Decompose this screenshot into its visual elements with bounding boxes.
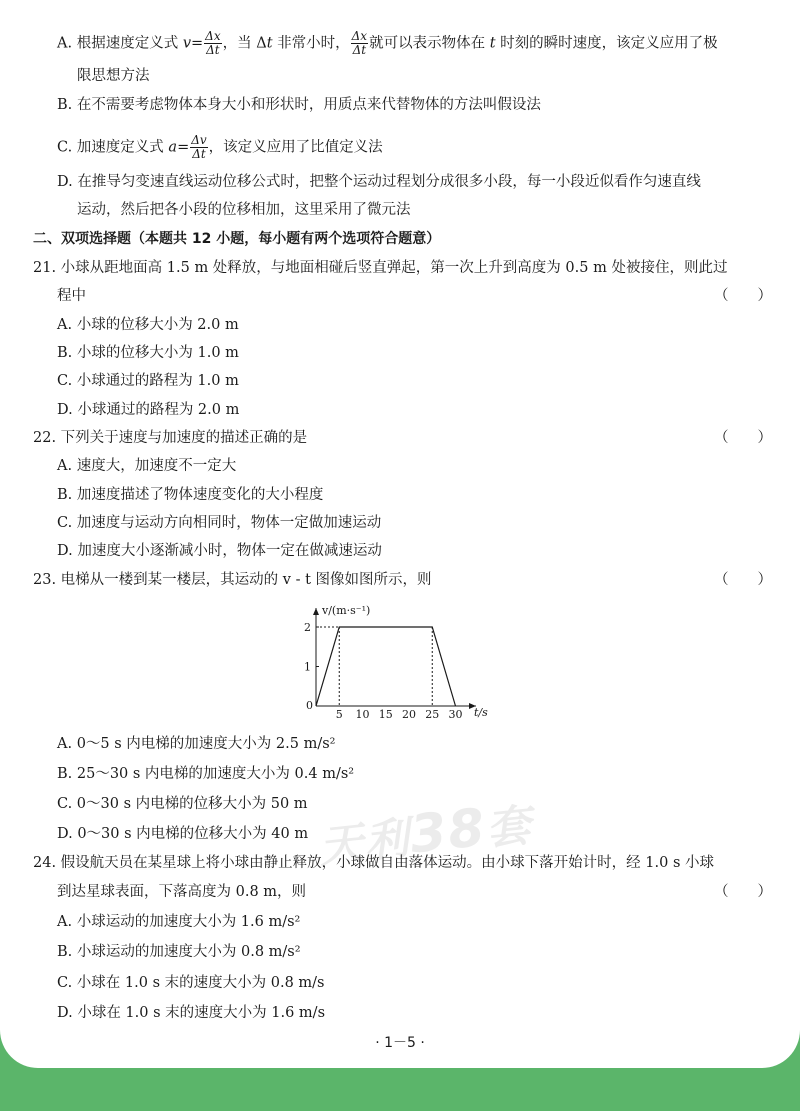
q24-option-c: C. 小球在 1.0 s 末的速度大小为 0.8 m/s <box>57 975 325 991</box>
option-a-prev: A. 根据速度定义式 v= $\frac{\Delta x}{\Delta t}$ ，当 Δt 非常小时， $\frac{\Delta x}{\Delta t}$ 就可以表示物体在 t 时刻的瞬时速度，该定义应用了极 <box>57 29 718 57</box>
y-tick-label: 2 <box>304 621 311 634</box>
q21-option-b: B. 小球的位移大小为 1.0 m <box>57 345 239 361</box>
fraction-dx-dt: $\frac{\Delta x}{\Delta t}$ <box>205 29 221 57</box>
x-axis-label: t/s <box>474 706 488 719</box>
option-d-prev-cont: 运动，然后把各小段的位移相加，这里采用了微元法 <box>77 202 411 218</box>
x-tick-label: 20 <box>402 708 416 721</box>
q21-stem-cont: 程中 <box>57 288 86 304</box>
q24-answer-paren: （ ） <box>714 884 772 900</box>
q23-answer-paren: （ ） <box>714 572 772 588</box>
origin-label: 0 <box>306 699 313 712</box>
option-a-prev-cont: 限思想方法 <box>77 68 150 84</box>
vt-series-line <box>316 627 456 706</box>
q24-option-d: D. 小球在 1.0 s 末的速度大小为 1.6 m/s <box>57 1005 326 1021</box>
x-tick-label: 30 <box>448 708 463 721</box>
q23-option-b: B. 25～30 s 内电梯的加速度大小为 0.4 m/s² <box>57 766 355 782</box>
q23-option-d: D. 0～30 s 内电梯的位移大小为 40 m <box>57 826 309 842</box>
option-b-prev: B. 在不需要考虑物体本身大小和形状时，用质点来代替物体的方法叫假设法 <box>57 97 541 113</box>
y-axis-arrow <box>313 608 319 615</box>
q21-answer-paren: （ ） <box>714 288 772 304</box>
q22-option-a: A. 速度大，加速度不一定大 <box>57 458 237 474</box>
q21-option-d: D. 小球通过的路程为 2.0 m <box>57 402 240 418</box>
q22-option-b: B. 加速度描述了物体速度变化的大小程度 <box>57 487 324 503</box>
q22-stem: 22. 下列关于速度与加速度的描述正确的是 <box>33 430 308 446</box>
x-tick-label: 15 <box>378 708 393 721</box>
q24-option-a: A. 小球运动的加速度大小为 1.6 m/s² <box>57 914 301 930</box>
q24-option-b: B. 小球运动的加速度大小为 0.8 m/s² <box>57 944 301 960</box>
y-tick-label: 1 <box>304 660 311 674</box>
q24-stem-cont: 到达星球表面，下落高度为 0.8 m，则 <box>57 884 307 900</box>
x-tick-label: 5 <box>335 708 343 721</box>
q22-option-d: D. 加速度大小逐渐减小时，物体一定在做减速运动 <box>57 543 382 559</box>
q21-stem: 21. 小球从距地面高 1.5 m 处释放，与地面相碰后竖直弹起，第一次上升到高度为 0.5 m 处被接住，则此过 <box>33 260 728 276</box>
q23-stem: 23. 电梯从一楼到某一楼层，其运动的 v - t 图像如图所示，则 <box>33 572 432 588</box>
y-axis-label: v/(m·s⁻¹) <box>322 604 371 617</box>
q22-option-c: C. 加速度与运动方向相同时，物体一定做加速运动 <box>57 515 382 531</box>
q23-option-a: A. 0～5 s 内电梯的加速度大小为 2.5 m/s² <box>57 736 336 752</box>
option-d-prev: D. 在推导匀变速直线运动位移公式时，把整个运动过程划分成很多小段，每一小段近似看作匀速直线 <box>57 174 701 190</box>
fraction-dx-dt-2: $\frac{\Delta x}{\Delta t}$ <box>351 29 368 57</box>
x-tick-label: 10 <box>355 708 370 721</box>
q22-answer-paren: （ ） <box>714 430 772 446</box>
section-heading: 二、双项选择题（本题共 12 小题，每小题有两个选项符合题意） <box>33 231 441 247</box>
fraction-dv-dt: $\frac{\Delta v}{\Delta t}$ <box>191 133 207 161</box>
q24-stem: 24. 假设航天员在某星球上将小球由静止释放，小球做自由落体运动。由小球下落开始计时，经 1.0 s 小球 <box>33 855 714 871</box>
q21-option-c: C. 小球通过的路程为 1.0 m <box>57 373 239 389</box>
option-c-prev: C. 加速度定义式 a= $\frac{\Delta v}{\Delta t}$ ，该定义应用了比值定义法 <box>57 133 383 161</box>
watermark-logo: 天利38套 <box>316 797 535 874</box>
q23-option-c: C. 0～30 s 内电梯的位移大小为 50 m <box>57 796 308 812</box>
vt-graph <box>290 598 500 726</box>
q21-option-a: A. 小球的位移大小为 2.0 m <box>57 317 239 333</box>
page-number: · 1－5 · <box>375 1035 425 1051</box>
x-tick-label: 25 <box>425 708 440 721</box>
